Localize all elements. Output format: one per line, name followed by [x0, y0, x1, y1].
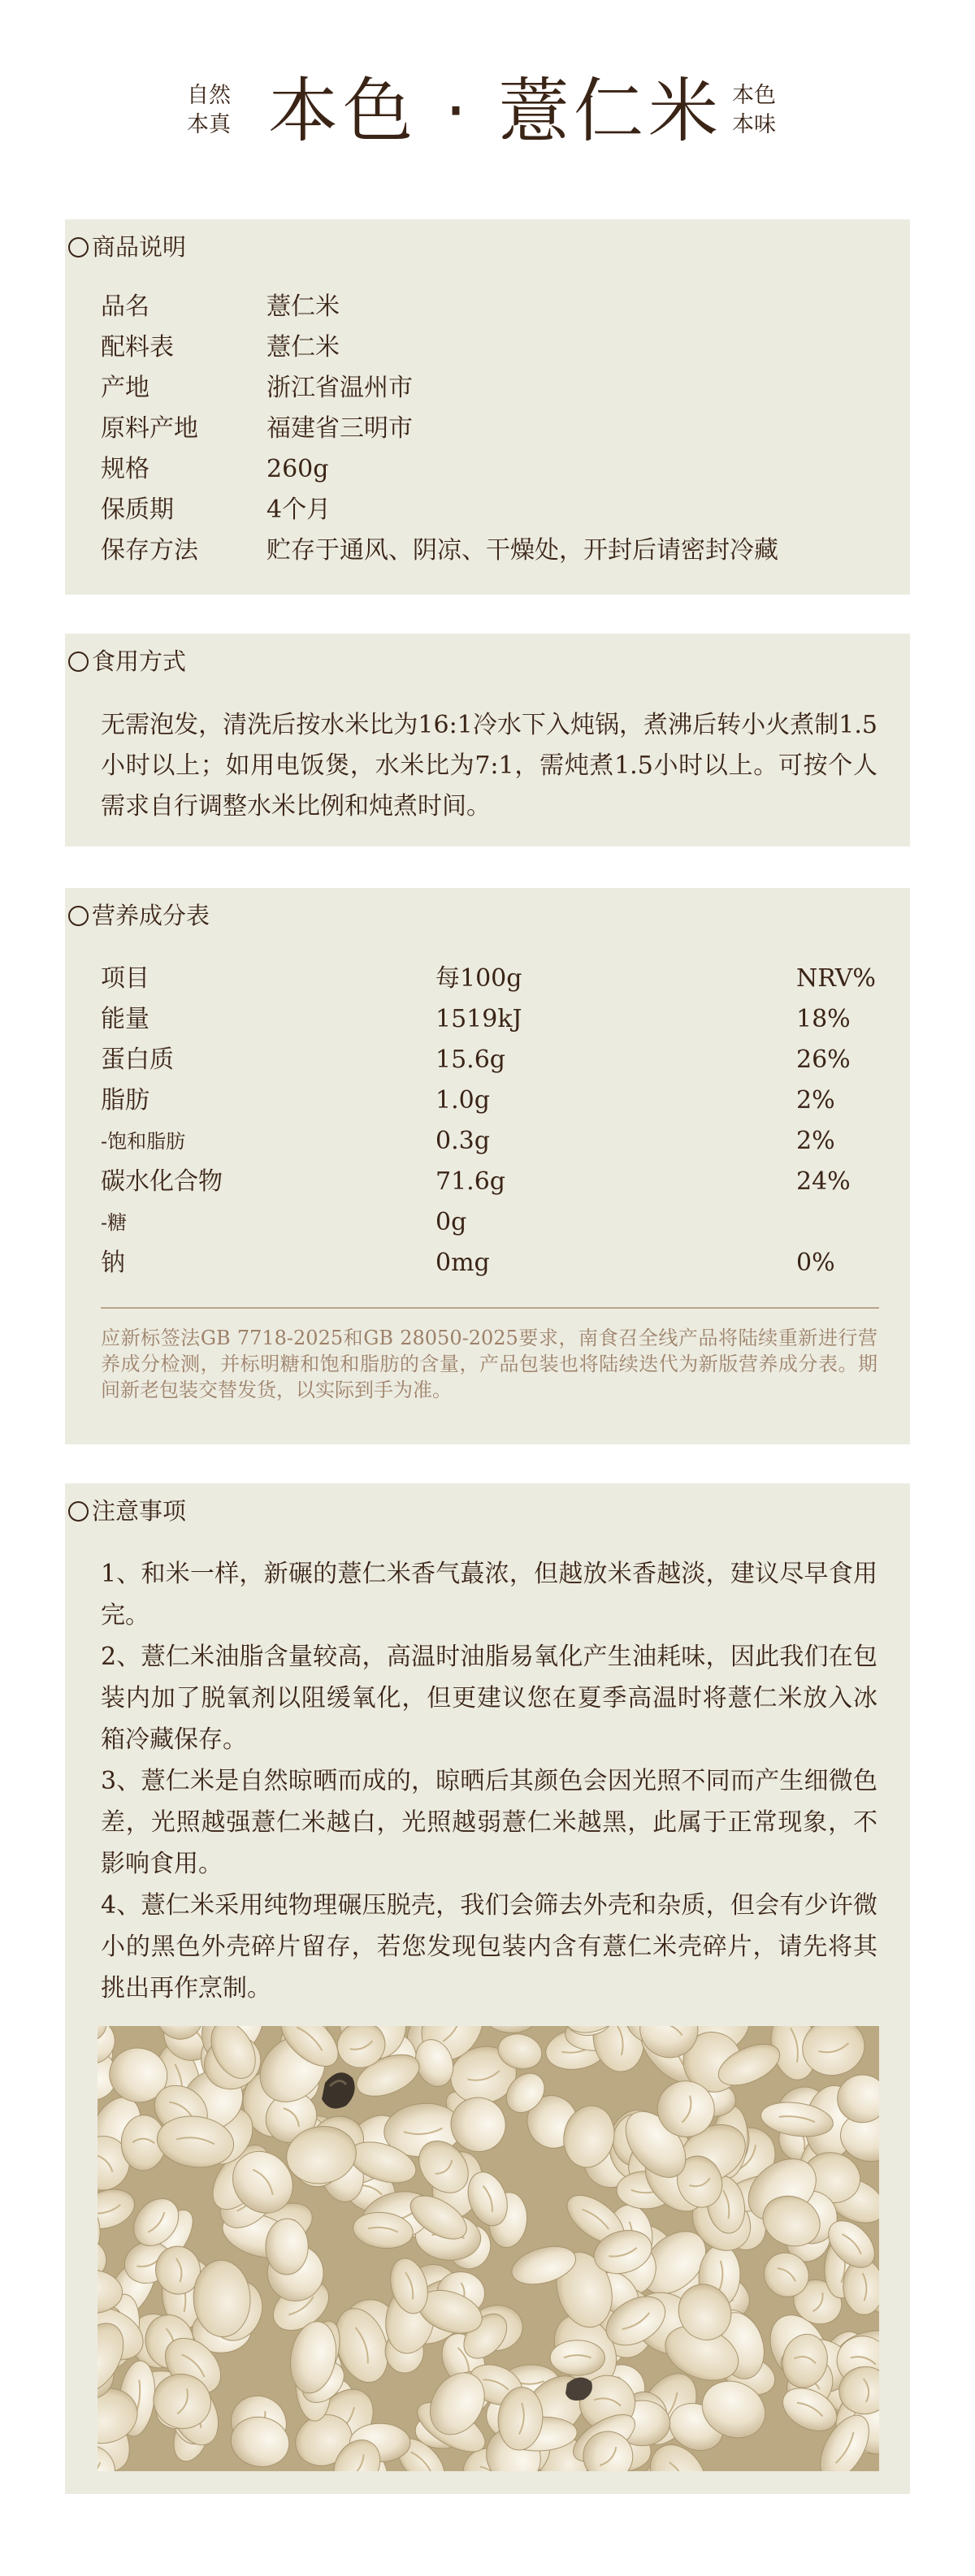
notice-card: [65, 1483, 910, 2494]
product-row-value: 260g: [266, 455, 329, 483]
notice-item: 1、和米一样，新碾的薏仁米香气蕞浓，但越放米香越淡，建议尽早食用完。: [101, 1560, 878, 1630]
nutrition-item: 蛋白质: [101, 1046, 174, 1074]
notice-title: [68, 1496, 186, 1526]
header-right-tagline: [726, 81, 782, 140]
nutrition-item: 钠: [101, 1249, 125, 1277]
nutrition-card: [65, 888, 910, 1444]
notice-title-text: 注意事项: [92, 1497, 187, 1525]
product-info-card: [65, 219, 910, 595]
usage-title: [68, 647, 186, 676]
coix-seed: [266, 2219, 309, 2275]
page-title: 本色 · 薏仁米: [268, 71, 724, 152]
nutrition-header-item: 项目: [101, 964, 150, 993]
product-row-key: 保质期: [101, 496, 174, 524]
header-left-bottom: 本真: [187, 112, 231, 137]
nutrition-amount: 71.6g: [436, 1167, 506, 1196]
nutrition-nrv: 2%: [796, 1086, 835, 1115]
nutrition-item: 脂肪: [101, 1086, 150, 1115]
nutrition-amount: 15.6g: [436, 1046, 506, 1074]
nutrition-nrv: 24%: [796, 1167, 851, 1196]
nutrition-nrv: 18%: [796, 1005, 851, 1033]
nutrition-amount: 0g: [436, 1208, 467, 1236]
usage-title-text: 食用方式: [92, 647, 187, 675]
nutrition-amount: 1.0g: [436, 1086, 490, 1115]
notice-item: 4、薏仁米采用纯物理碾压脱壳，我们会筛去外壳和杂质，但会有少许微小的黑色外壳碎片留存，若您发现包装内含有薏仁米壳碎片，请先将其挑出再作烹制。: [101, 1891, 878, 2002]
circle-bullet-icon: [68, 237, 89, 258]
nutrition-nrv: 2%: [796, 1127, 835, 1155]
coix-seed-photo: [98, 2026, 879, 2471]
nutrition-nrv: 0%: [796, 1249, 835, 1277]
nutrition-title-text: 营养成分表: [92, 902, 210, 929]
header-right-top: 本色: [732, 83, 776, 108]
nutrition-header-nrv: NRV%: [796, 964, 876, 993]
nutrition-header-per100g: 每100g: [436, 964, 522, 993]
usage-card: [65, 634, 910, 846]
circle-bullet-icon: [68, 906, 89, 926]
nutrition-amount: 1519kJ: [436, 1005, 522, 1033]
nutrition-amount: 0.3g: [436, 1127, 490, 1155]
header-left-tagline: [180, 81, 237, 140]
circle-bullet-icon: [68, 652, 89, 672]
nutrition-item: -糖: [101, 1211, 128, 1234]
nutrition-amount: 0mg: [436, 1249, 490, 1277]
nutrition-title: [68, 901, 210, 930]
notice-item: 3、薏仁米是自然晾晒而成的，晾晒后其颜色会因光照不同而产生细微色差，光照越强薏仁米越白，光照越弱薏仁米越黑，此属于正常现象，不影响食用。: [101, 1767, 878, 1878]
product-row-value: 贮存于通风、阴凉、干燥处，开封后请密封冷藏: [266, 536, 778, 565]
product-row-value: 4个月: [266, 496, 332, 524]
nutrition-nrv: 26%: [796, 1046, 851, 1074]
product-row-key: 规格: [101, 455, 150, 483]
product-row-value: 福建省三明市: [266, 414, 413, 443]
page-header: [0, 0, 975, 203]
product-row-key: 配料表: [101, 333, 174, 362]
nutrition-item: 碳水化合物: [101, 1167, 223, 1196]
header-left-top: 自然: [187, 83, 231, 108]
circle-bullet-icon: [68, 1501, 89, 1522]
product-row-key: 保存方法: [101, 536, 198, 565]
product-row-value: 浙江省温州市: [266, 374, 413, 402]
nutrition-divider: [101, 1307, 879, 1309]
product-info-title: [68, 232, 186, 262]
product-row-value: 薏仁米: [266, 292, 340, 321]
product-row-value: 薏仁米: [266, 333, 340, 362]
header-right-bottom: 本味: [732, 112, 776, 137]
product-row-key: 品名: [101, 292, 150, 321]
nutrition-item: -饱和脂肪: [101, 1130, 186, 1153]
usage-text: 无需泡发，清洗后按水米比为16:1冷水下入炖锅，煮沸后转小火煮制1.5小时以上；如用电饭煲，水米比为7:1，需炖煮1.5小时以上。可按个人需求自行调整水米比例和炖煮时间。: [101, 711, 878, 820]
coix-seed-illustration: [98, 2026, 879, 2471]
coix-seed: [550, 2340, 604, 2376]
nutrition-item: 能量: [101, 1005, 150, 1033]
notice-item: 2、薏仁米油脂含量较高，高温时油脂易氧化产生油耗味，因此我们在包装内加了脱氧剂以阻缓氧化，但更建议您在夏季高温时将薏仁米放入冰箱冷藏保存。: [101, 1643, 878, 1754]
product-row-key: 原料产地: [101, 414, 198, 443]
product-info-title-text: 商品说明: [92, 233, 187, 261]
product-row-key: 产地: [101, 374, 150, 402]
nutrition-footnote: 应新标签法GB 7718-2025和GB 28050-2025要求，南食召全线产品将陆续重新进行营养成分检测，并标明糖和饱和脂肪的含量，产品包装也将陆续迭代为新版营养成分表。期间新老包装交替发货，以实际到手为准。: [101, 1327, 878, 1401]
